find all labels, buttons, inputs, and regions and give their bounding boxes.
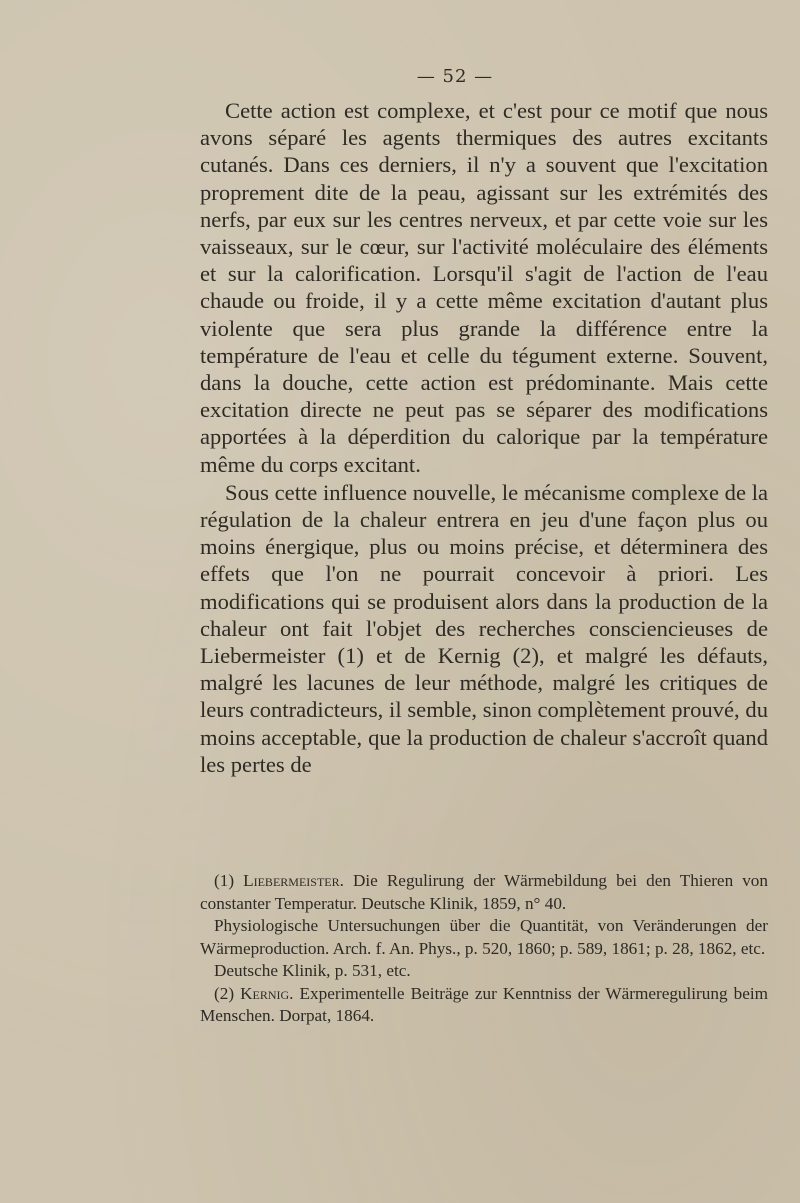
- footnote-2: [200, 983, 768, 1028]
- footnotes: [200, 870, 768, 1028]
- footnote-marker: (1): [214, 871, 235, 890]
- footnote-text: Deutsche Klinik, p. 531, etc.: [214, 961, 411, 980]
- footnote-1-continued: [200, 915, 768, 960]
- footnote-marker: (2): [214, 983, 235, 1003]
- page-number: — 52 —: [416, 66, 494, 87]
- paragraph-1: Cette action est complexe, et c'est pour ce motif que nous avons séparé les agents thermiques des autres excitants cutanés. Dans ces derniers, il n'y a souvent que l'excitation proprement dite de la peau, agissant sur les extrémités des nerfs, par eux sur les centres nerveux, et par cette voie sur les vaisseaux, sur le cœur, sur l'activité moléculaire des éléments et sur la calorification. Lorsqu'il s'agit de l'action de l'eau chaude ou froide, il y a cette même excitation d'autant plus violente que sera plus grande la différence entre la température de l'eau et celle du tégument externe. Souvent, dans la douche, cette action est prédominante. Mais cette excitation directe ne peut pas se séparer des modifications apportées à la déperdition du calorique par la température même du corps excitant.: [200, 98, 768, 477]
- paragraph-2: Sous cette influence nouvelle, le mécanisme complexe de la régulation de la chaleur entrera en jeu d'une façon plus ou moins énergique, plus ou moins précise, et déterminera des effets que l'on ne pourrait concevoir à priori. Les modifications qui se produisent alors dans la production de la chaleur ont fait l'objet des recherches consciencieuses de Liebermeister (1) et de Kernig (2), et malgré les défauts, malgré les lacunes de leur méthode, malgré les critiques de leurs contradicteurs, il semble, sinon complètement prouvé, du moins acceptable, que la production de chaleur s'accroît quand les pertes de: [200, 479, 768, 777]
- footnote-text: Die Regulirung der Wärmebildung bei den Thieren von constanter Temperatur. Deutsche Klinik, 1859, n° 40.: [200, 871, 768, 913]
- footnote-text: Experimentelle Beiträge zur Kenntniss der Wärmeregulirung beim Menschen. Dorpat, 1864.: [200, 983, 768, 1025]
- footnote-1: [200, 870, 768, 915]
- footnote-1-continued: [200, 960, 768, 983]
- main-text: [200, 97, 768, 778]
- footnote-author: Kernig.: [240, 983, 294, 1003]
- footnote-author: Liebermeister.: [243, 871, 344, 890]
- footnote-text: Physiologische Untersuchungen über die Quantität, von Veränderungen der Wärmeproduction. Arch. f. An. Phys., p. 520, 1860; p. 589, 1861; p. 28, 1862, etc.: [200, 916, 768, 958]
